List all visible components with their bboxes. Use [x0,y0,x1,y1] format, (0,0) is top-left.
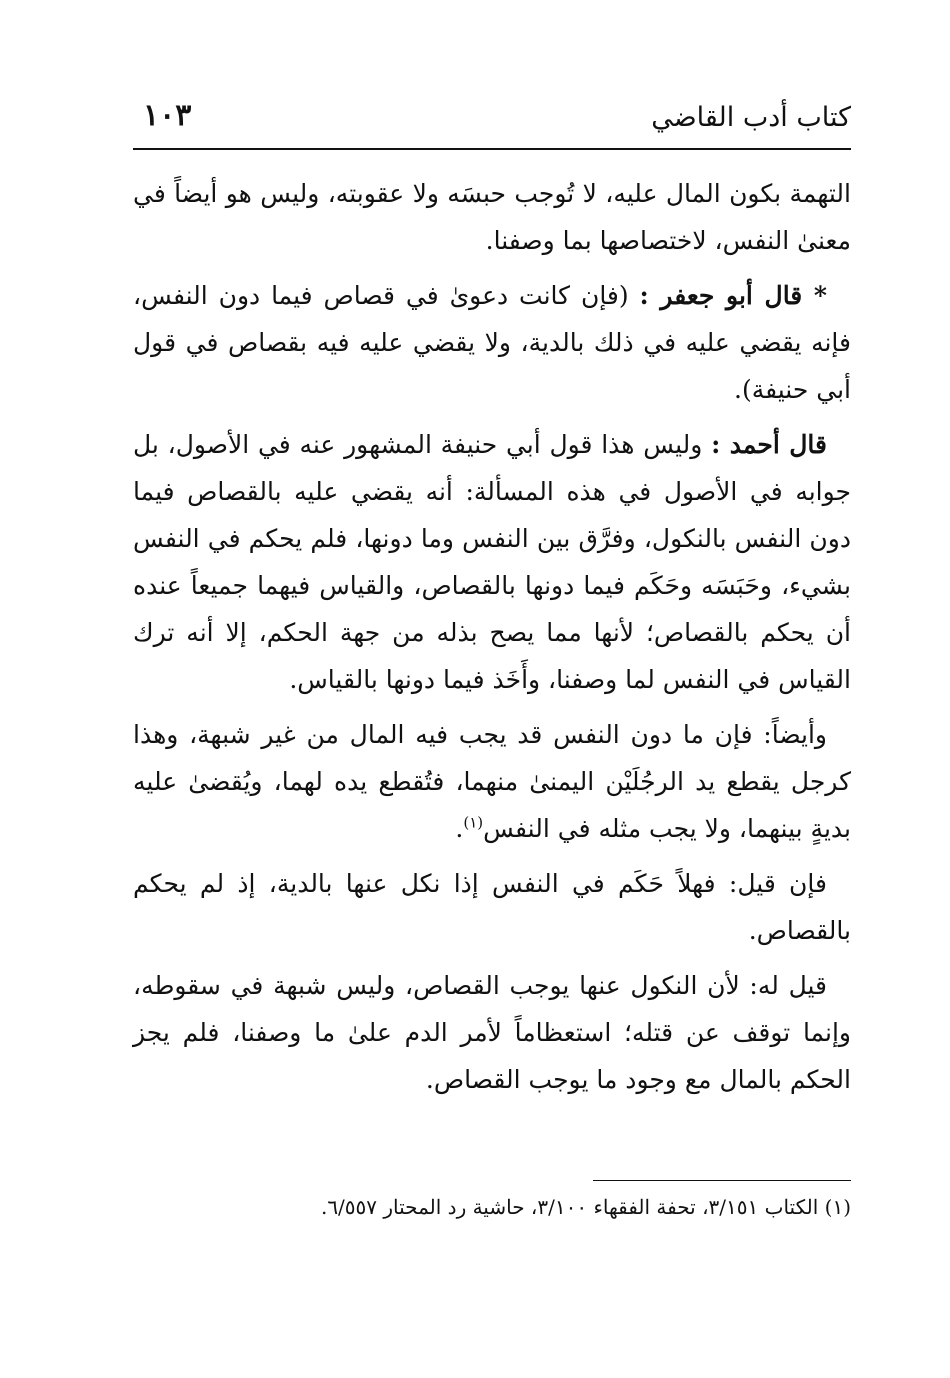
paragraph-1 [133,170,851,264]
paragraph-text: وليس هذا قول أبي حنيفة المشهور عنه في الأصول، بل جوابه في الأصول في هذه المسألة: أنه يقضي عليه بالقصاص فيما دون النفس بالنكول، وفرَّق بين النفس وما دونها، فلم يحكم في النفس بشيء، وحَبَسَه وحَكَم فيما دونها بالقصاص، والقياس فيهما جميعاً عنده أن يحكم بالقصاص؛ لأنها مما يصح بذله من جهة الحكم، إلا أنه ترك القياس في النفس لما وصفنا، وأَخَذ فيما دونها بالقياس. [133,430,851,694]
body-text [133,170,851,1111]
footnote: (١) الكتاب ٣/١٥١، تحفة الفقهاء ٣/١٠٠، حاشية رد المحتار ٦/٥٥٧. [320,1195,851,1219]
paragraph-text: فإن قيل: فهلاً حَكَم في النفس إذا نكل عنها بالدية، إذ لم يحكم بالقصاص. [133,869,851,945]
paragraph-text: التهمة بكون المال عليه، لا تُوجب حبسَه ولا عقوبته، وليس هو أيضاً في معنىٰ النفس، لاختصاصها بما وصفنا. [133,179,851,255]
paragraph-3 [133,421,851,703]
paragraph-text: (فإن كانت دعوىٰ في قصاص فيما دون النفس، فإنه يقضي عليه في ذلك بالدية، ولا يقضي عليه فيه بقصاص في قول أبي حنيفة). [133,281,851,404]
paragraph-tail: . [455,814,464,843]
paragraph-4 [133,711,851,852]
speaker-label: قال أحمد : [711,430,827,459]
footnote-rule [593,1180,851,1181]
speaker-label: * قال أبو جعفر : [639,281,827,310]
paragraph-text: قيل له: لأن النكول عنها يوجب القصاص، وليس شبهة في سقوطه، وإنما توقف عن قتله؛ استعظاماً لأمر الدم علىٰ ما وصفنا، فلم يجز الحكم بالمال مع وجود ما يوجب القصاص. [133,971,851,1094]
page-number: ١٠٣ [143,98,192,133]
paragraph-6 [133,962,851,1103]
header-title: كتاب أدب القاضي [651,102,851,133]
paragraph-2 [133,272,851,413]
footnote-marker[interactable]: (١) [463,813,484,832]
running-header [133,90,851,148]
paragraph-5 [133,860,851,954]
paragraph-text: وأيضاً: فإن ما دون النفس قد يجب فيه المال من غير شبهة، وهذا كرجل يقطع يد الرجُلَيْن اليمنىٰ منهما، فتُقطع يده لهما، ويُقضىٰ عليه بديةٍ بينهما، ولا يجب مثله في النفس [133,720,851,843]
header-rule [133,148,851,150]
